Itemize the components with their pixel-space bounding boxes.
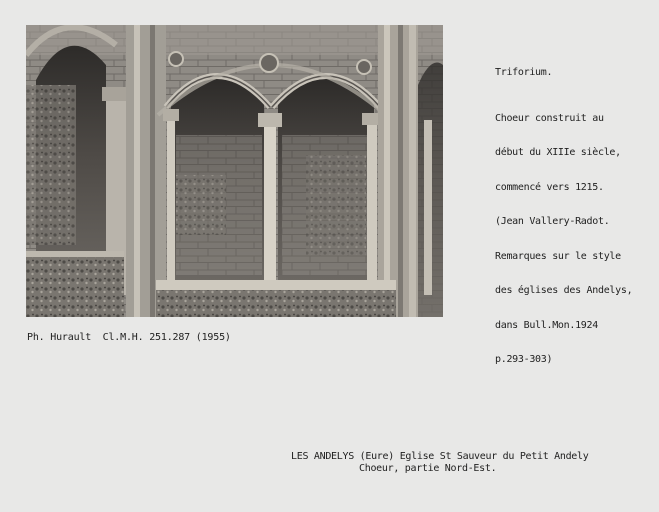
note-title: Triforium.: [495, 67, 553, 78]
note-line: (Jean Vallery-Radot.: [495, 216, 610, 227]
triforium-photo: [26, 25, 443, 317]
note-line: commencé vers 1215.: [495, 181, 604, 193]
caption-line-1: LES ANDELYS (Eure) Eglise St Sauveur du Petit Andely: [291, 451, 589, 462]
note-line: Choeur construit au: [495, 112, 604, 124]
annotation-note: [495, 44, 657, 389]
caption-line-2: Choeur, partie Nord-Est.: [359, 462, 497, 474]
note-line: p.293-303): [495, 354, 553, 365]
note-line: des églises des Andelys,: [495, 285, 633, 296]
location-caption: [291, 451, 631, 474]
photo-credit: Ph. Hurault Cl.M.H. 251.287 (1955): [27, 332, 231, 343]
triforium-photo-drawing: [26, 25, 443, 317]
note-line: début du XIIIe siècle,: [495, 147, 621, 158]
note-line: dans Bull.Mon.1924: [495, 319, 598, 331]
note-line: Remarques sur le style: [495, 250, 621, 262]
